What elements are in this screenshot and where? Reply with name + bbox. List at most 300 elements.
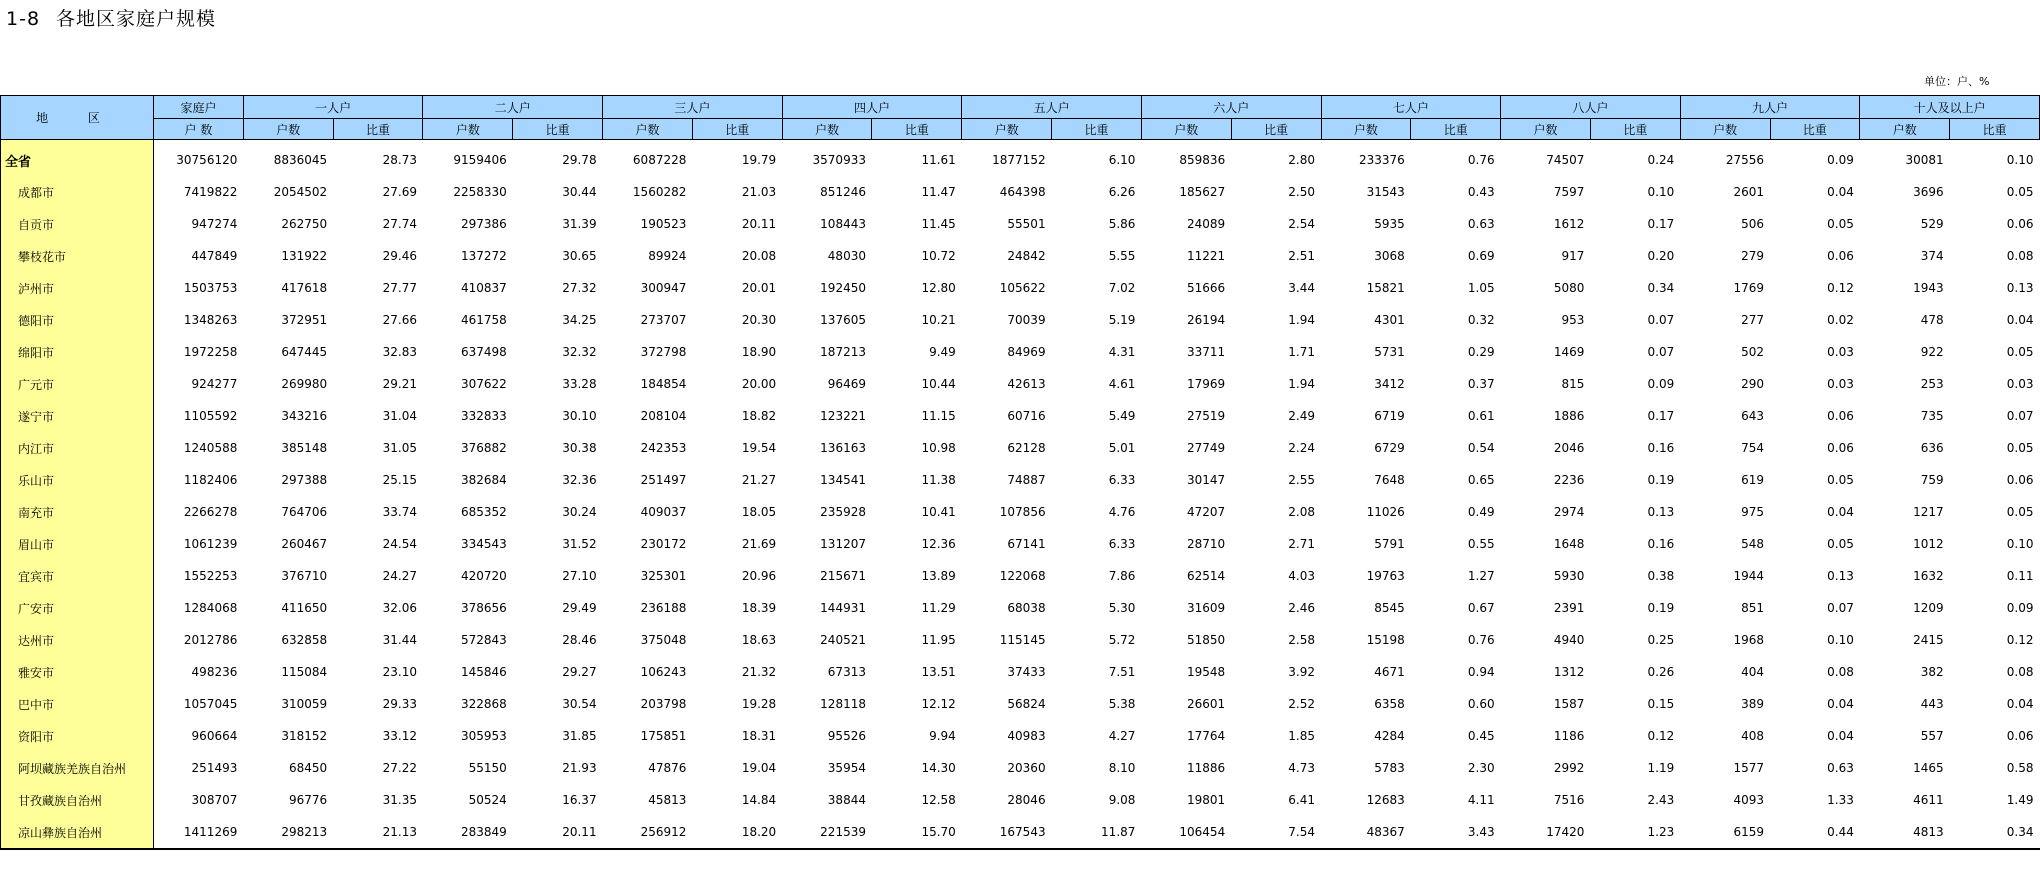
count-cell-eight: 1587	[1553, 697, 1585, 711]
ratio-cell-one: 27.66	[382, 313, 417, 327]
ratio-cell-ten-plus: 0.12	[2006, 633, 2034, 647]
ratio-cell-three: 19.04	[741, 761, 777, 775]
ratio-cell-four: 11.29	[921, 601, 956, 615]
count-cell-two: 410837	[460, 281, 507, 295]
region-cell: 绵阳市	[1, 336, 154, 368]
ratio-cell-two: 30.65	[562, 249, 597, 263]
total-households-cell: 1105592	[183, 409, 238, 423]
count-cell-three: 242353	[640, 441, 687, 455]
region-cell: 自贡市	[1, 208, 154, 240]
ratio-cell-three: 18.05	[741, 505, 777, 519]
total-households-cell: 1061239	[183, 537, 238, 551]
count-cell-six: 30147	[1187, 473, 1226, 487]
count-cell-two: 332833	[460, 409, 507, 423]
ratio-cell-six: 4.03	[1288, 569, 1316, 583]
ratio-cell-ten-plus: 0.10	[2006, 153, 2034, 167]
ratio-cell-ten-plus: 0.03	[2006, 377, 2034, 391]
total-households-cell: 498236	[191, 665, 238, 679]
count-cell-seven: 31543	[1366, 185, 1405, 199]
ratio-cell-ten-plus: 0.05	[2006, 185, 2034, 199]
count-cell-seven: 4301	[1374, 313, 1405, 327]
count-cell-five: 42613	[1007, 377, 1046, 391]
header-count-five: 户数	[962, 119, 1052, 140]
count-cell-three: 236188	[640, 601, 687, 615]
count-cell-one: 417618	[281, 281, 328, 295]
region-cell: 成都市	[1, 176, 154, 208]
count-cell-seven: 6719	[1374, 409, 1405, 423]
table-row	[1, 240, 2040, 272]
count-cell-six: 24089	[1187, 217, 1226, 231]
count-cell-six: 859836	[1179, 153, 1226, 167]
count-cell-seven: 15821	[1366, 281, 1405, 295]
count-cell-four: 48030	[827, 249, 866, 263]
region-cell: 南充市	[1, 496, 154, 528]
ratio-cell-ten-plus: 0.07	[2006, 409, 2034, 423]
count-cell-ten-plus: 922	[1920, 345, 1944, 359]
count-cell-eight: 2236	[1553, 473, 1585, 487]
ratio-cell-five: 5.38	[1108, 697, 1136, 711]
ratio-cell-ten-plus: 0.09	[2006, 601, 2034, 615]
ratio-cell-five: 4.76	[1108, 505, 1136, 519]
ratio-cell-six: 2.80	[1288, 153, 1316, 167]
region-cell: 广安市	[1, 592, 154, 624]
count-cell-eight: 1886	[1553, 409, 1585, 423]
count-cell-six: 33711	[1187, 345, 1226, 359]
total-households-cell: 251493	[191, 761, 238, 775]
ratio-cell-seven: 0.94	[1467, 665, 1495, 679]
ratio-cell-five: 6.26	[1108, 185, 1136, 199]
table-title: 各地区家庭户规模	[56, 8, 217, 30]
count-cell-one: 96776	[288, 793, 328, 807]
count-cell-seven: 6729	[1374, 441, 1405, 455]
header-count-ten-plus: 户数	[1860, 119, 1950, 140]
count-cell-six: 17764	[1187, 729, 1226, 743]
count-cell-six: 62514	[1187, 569, 1226, 583]
total-households-cell: 947274	[191, 217, 238, 231]
header-ratio-four: 比重	[872, 119, 962, 140]
count-cell-one: 269980	[281, 377, 328, 391]
count-cell-ten-plus: 1632	[1913, 569, 1944, 583]
ratio-cell-eight: 0.17	[1647, 217, 1675, 231]
ratio-cell-three: 21.27	[741, 473, 777, 487]
ratio-cell-six: 2.46	[1288, 601, 1316, 615]
region-cell: 内江市	[1, 432, 154, 464]
count-cell-one: 2054502	[273, 185, 328, 199]
region-cell: 资阳市	[1, 720, 154, 752]
ratio-cell-ten-plus: 0.58	[2006, 761, 2034, 775]
count-cell-eight: 2992	[1553, 761, 1585, 775]
header-group-eight: 八人户	[1501, 96, 1681, 119]
count-cell-five: 105622	[999, 281, 1046, 295]
count-cell-seven: 5783	[1374, 761, 1405, 775]
count-cell-four: 35954	[827, 761, 866, 775]
ratio-cell-eight: 0.07	[1647, 313, 1675, 327]
count-cell-six: 27519	[1187, 409, 1226, 423]
count-cell-ten-plus: 4611	[1913, 793, 1944, 807]
ratio-cell-six: 2.50	[1288, 185, 1316, 199]
ratio-cell-ten-plus: 0.06	[2006, 217, 2034, 231]
table-row	[1, 496, 2040, 528]
ratio-cell-seven: 0.43	[1467, 185, 1495, 199]
ratio-cell-eight: 0.15	[1647, 697, 1675, 711]
count-cell-three: 251497	[640, 473, 687, 487]
header-ratio-three: 比重	[692, 119, 782, 140]
ratio-cell-two: 30.44	[562, 185, 597, 199]
ratio-cell-four: 10.21	[921, 313, 956, 327]
ratio-cell-nine: 1.33	[1827, 793, 1854, 807]
count-cell-four: 192450	[820, 281, 866, 295]
ratio-cell-ten-plus: 0.06	[2006, 473, 2034, 487]
ratio-cell-two: 34.25	[562, 313, 597, 327]
ratio-cell-one: 33.74	[382, 505, 417, 519]
ratio-cell-eight: 0.34	[1647, 281, 1675, 295]
count-cell-six: 185627	[1179, 185, 1226, 199]
count-cell-two: 685352	[460, 505, 507, 519]
ratio-cell-two: 28.46	[562, 633, 597, 647]
count-cell-eight: 917	[1561, 249, 1585, 263]
table-row	[1, 368, 2040, 400]
table-row	[1, 720, 2040, 752]
header-ratio-ten-plus: 比重	[1950, 119, 2040, 140]
count-cell-eight: 5930	[1553, 569, 1585, 583]
count-cell-nine: 408	[1741, 729, 1765, 743]
ratio-cell-one: 31.05	[382, 441, 417, 455]
ratio-cell-two: 33.28	[562, 377, 597, 391]
table-row	[1, 592, 2040, 624]
region-cell: 泸州市	[1, 272, 154, 304]
count-cell-five: 68038	[1007, 601, 1046, 615]
count-cell-four: 187213	[820, 345, 866, 359]
count-cell-one: 318152	[281, 729, 328, 743]
ratio-cell-ten-plus: 0.08	[2006, 249, 2034, 263]
ratio-cell-nine: 0.44	[1770, 816, 1860, 849]
count-cell-five: 56824	[1007, 697, 1046, 711]
count-cell-three: 256912	[603, 816, 693, 849]
ratio-cell-seven: 0.76	[1467, 633, 1495, 647]
ratio-cell-seven: 0.37	[1467, 377, 1495, 391]
ratio-cell-one: 24.27	[382, 569, 417, 583]
ratio-cell-two: 32.32	[562, 345, 597, 359]
count-cell-one: 262750	[281, 217, 328, 231]
ratio-cell-four: 9.49	[929, 345, 956, 359]
ratio-cell-one: 29.21	[382, 377, 417, 391]
ratio-cell-nine: 0.04	[1827, 697, 1854, 711]
count-cell-ten-plus: 1209	[1913, 601, 1944, 615]
count-cell-eight: 5080	[1553, 281, 1585, 295]
count-cell-one: 343216	[281, 409, 328, 423]
ratio-cell-six: 6.41	[1288, 793, 1316, 807]
table-row	[1, 656, 2040, 688]
ratio-cell-three: 20.00	[741, 377, 777, 391]
ratio-cell-seven: 2.30	[1467, 761, 1495, 775]
ratio-cell-ten-plus: 0.08	[2006, 665, 2034, 679]
count-cell-seven: 8545	[1374, 601, 1405, 615]
header-group-six: 六人户	[1141, 96, 1321, 119]
table-row	[1, 208, 2040, 240]
count-cell-six: 11886	[1187, 761, 1226, 775]
region-cell: 遂宁市	[1, 400, 154, 432]
count-cell-seven: 5791	[1374, 537, 1405, 551]
ratio-cell-seven: 1.05	[1467, 281, 1495, 295]
header-group-one: 一人户	[243, 96, 423, 119]
region-cell: 巴中市	[1, 688, 154, 720]
count-cell-ten-plus: 1217	[1913, 505, 1944, 519]
count-cell-three: 325301	[640, 569, 687, 583]
total-households-cell: 2012786	[183, 633, 238, 647]
total-households-cell: 1240588	[183, 441, 238, 455]
count-cell-six: 51666	[1187, 281, 1226, 295]
ratio-cell-eight: 0.16	[1647, 441, 1675, 455]
count-cell-five: 115145	[999, 633, 1046, 647]
region-cell: 阿坝藏族羌族自治州	[1, 752, 154, 784]
count-cell-one: 115084	[281, 665, 328, 679]
ratio-cell-one: 28.73	[382, 153, 417, 167]
count-cell-two: 50524	[468, 793, 507, 807]
ratio-cell-eight: 0.10	[1647, 185, 1675, 199]
header-group-five: 五人户	[962, 96, 1142, 119]
ratio-cell-four: 11.15	[921, 409, 956, 423]
count-cell-two: 376882	[460, 441, 507, 455]
count-cell-one: 385148	[281, 441, 328, 455]
count-cell-two: 572843	[460, 633, 507, 647]
count-cell-four: 131207	[820, 537, 866, 551]
ratio-cell-three: 20.96	[741, 569, 777, 583]
count-cell-four: 137605	[820, 313, 866, 327]
header-ratio-nine: 比重	[1770, 119, 1860, 140]
count-cell-ten-plus: 636	[1920, 441, 1944, 455]
header-group-nine: 九人户	[1680, 96, 1860, 119]
table-row	[1, 176, 2040, 208]
total-households-cell: 1972258	[183, 345, 238, 359]
region-cell: 凉山彝族自治州	[1, 816, 154, 849]
ratio-cell-five: 8.10	[1108, 761, 1136, 775]
ratio-cell-seven: 0.54	[1467, 441, 1495, 455]
ratio-cell-nine: 0.04	[1827, 729, 1854, 743]
ratio-cell-ten-plus: 0.11	[2006, 569, 2034, 583]
header-count-nine: 户数	[1680, 119, 1770, 140]
ratio-cell-three: 18.82	[741, 409, 777, 423]
ratio-cell-eight: 0.07	[1647, 345, 1675, 359]
count-cell-six: 11221	[1187, 249, 1226, 263]
ratio-cell-four: 11.47	[921, 185, 956, 199]
unit-note: 单位：户、%	[1924, 75, 1990, 88]
ratio-cell-five: 5.01	[1108, 441, 1136, 455]
ratio-cell-ten-plus: 1.49	[2006, 793, 2034, 807]
count-cell-seven: 11026	[1366, 505, 1405, 519]
count-cell-five: 464398	[999, 185, 1046, 199]
count-cell-six: 106454	[1141, 816, 1231, 849]
ratio-cell-six: 3.44	[1288, 281, 1316, 295]
ratio-cell-six: 1.71	[1288, 345, 1316, 359]
count-cell-ten-plus: 1943	[1913, 281, 1944, 295]
ratio-cell-seven: 0.29	[1467, 345, 1495, 359]
count-cell-eight: 1648	[1553, 537, 1585, 551]
ratio-cell-one: 31.35	[382, 793, 417, 807]
ratio-cell-four: 9.94	[929, 729, 956, 743]
region-cell: 眉山市	[1, 528, 154, 560]
ratio-cell-nine: 0.02	[1827, 313, 1854, 327]
ratio-cell-four: 12.36	[921, 537, 956, 551]
region-cell: 甘孜藏族自治州	[1, 784, 154, 816]
header-group-ten-plus: 十人及以上户	[1860, 96, 2040, 119]
ratio-cell-three: 18.63	[741, 633, 777, 647]
ratio-cell-eight: 0.13	[1647, 505, 1675, 519]
ratio-cell-seven: 0.60	[1467, 697, 1495, 711]
header-ratio-five: 比重	[1052, 119, 1142, 140]
count-cell-eight: 1186	[1553, 729, 1585, 743]
count-cell-one: 260467	[281, 537, 328, 551]
table-row	[1, 140, 2040, 177]
ratio-cell-six: 7.54	[1231, 816, 1321, 849]
ratio-cell-four: 11.61	[921, 153, 956, 167]
ratio-cell-three: 20.30	[741, 313, 777, 327]
count-cell-five: 55501	[1007, 217, 1046, 231]
ratio-cell-three: 18.39	[741, 601, 777, 615]
count-cell-four: 221539	[782, 816, 872, 849]
count-cell-one: 310059	[281, 697, 328, 711]
ratio-cell-four: 10.44	[921, 377, 956, 391]
count-cell-nine: 1769	[1733, 281, 1765, 295]
count-cell-one: 8836045	[273, 153, 328, 167]
count-cell-eight: 7597	[1553, 185, 1585, 199]
count-cell-nine: 619	[1741, 473, 1765, 487]
ratio-cell-ten-plus: 0.13	[2006, 281, 2034, 295]
header-count-four: 户数	[782, 119, 872, 140]
count-cell-five: 1877152	[992, 153, 1046, 167]
count-cell-seven: 3412	[1374, 377, 1405, 391]
ratio-cell-seven: 0.55	[1467, 537, 1495, 551]
count-cell-ten-plus: 30081	[1905, 153, 1944, 167]
count-cell-nine: 277	[1741, 313, 1765, 327]
ratio-cell-six: 2.51	[1288, 249, 1316, 263]
count-cell-five: 167543	[962, 816, 1052, 849]
ratio-cell-seven: 1.27	[1467, 569, 1495, 583]
ratio-cell-nine: 0.12	[1827, 281, 1854, 295]
ratio-cell-three: 20.08	[741, 249, 777, 263]
ratio-cell-eight: 0.12	[1647, 729, 1675, 743]
count-cell-one: 297388	[281, 473, 328, 487]
ratio-cell-five: 6.33	[1108, 537, 1136, 551]
ratio-cell-nine: 0.09	[1827, 153, 1854, 167]
count-cell-three: 6087228	[632, 153, 687, 167]
ratio-cell-two: 29.78	[562, 153, 597, 167]
ratio-cell-three: 21.69	[741, 537, 777, 551]
ratio-cell-one: 27.22	[382, 761, 417, 775]
ratio-cell-nine: 0.05	[1827, 217, 1854, 231]
count-cell-six: 28710	[1187, 537, 1226, 551]
count-cell-ten-plus: 443	[1920, 697, 1944, 711]
ratio-cell-eight: 1.23	[1590, 816, 1680, 849]
total-households-cell: 1503753	[183, 281, 238, 295]
count-cell-two: 382684	[460, 473, 507, 487]
ratio-cell-six: 2.55	[1288, 473, 1316, 487]
ratio-cell-two: 30.10	[562, 409, 597, 423]
count-cell-two: 307622	[460, 377, 507, 391]
ratio-cell-four: 10.98	[921, 441, 956, 455]
count-cell-six: 27749	[1187, 441, 1226, 455]
header-count-two: 户数	[423, 119, 513, 140]
total-households-cell: 308707	[191, 793, 238, 807]
count-cell-one: 298213	[243, 816, 333, 849]
count-cell-seven: 233376	[1359, 153, 1405, 167]
ratio-cell-eight: 0.19	[1647, 473, 1675, 487]
ratio-cell-three: 19.54	[741, 441, 777, 455]
ratio-cell-two: 29.27	[562, 665, 597, 679]
count-cell-four: 96469	[827, 377, 866, 391]
ratio-cell-seven: 0.32	[1467, 313, 1495, 327]
ratio-cell-four: 12.80	[921, 281, 956, 295]
page-title	[6, 4, 216, 31]
count-cell-two: 9159406	[453, 153, 507, 167]
ratio-cell-one: 33.12	[382, 729, 417, 743]
ratio-cell-nine: 0.05	[1827, 537, 1854, 551]
region-cell: 攀枝花市	[1, 240, 154, 272]
count-cell-nine: 4093	[1733, 793, 1765, 807]
header-region: 地 区	[1, 96, 154, 140]
ratio-cell-nine: 0.05	[1827, 473, 1854, 487]
count-cell-seven: 6358	[1374, 697, 1405, 711]
count-cell-ten-plus: 253	[1920, 377, 1944, 391]
count-cell-nine: 279	[1741, 249, 1765, 263]
ratio-cell-three: 18.20	[692, 816, 782, 849]
count-cell-two: 461758	[460, 313, 507, 327]
ratio-cell-four: 10.41	[921, 505, 956, 519]
total-households-cell: 2266278	[183, 505, 238, 519]
header-count-one: 户数	[243, 119, 333, 140]
count-cell-nine: 6159	[1680, 816, 1770, 849]
ratio-cell-eight: 0.17	[1647, 409, 1675, 423]
count-cell-two: 283849	[423, 816, 513, 849]
count-cell-ten-plus: 374	[1920, 249, 1944, 263]
ratio-cell-nine: 0.03	[1827, 345, 1854, 359]
ratio-cell-ten-plus: 0.10	[2006, 537, 2034, 551]
ratio-cell-six: 2.24	[1288, 441, 1316, 455]
header-households: 家庭户	[154, 96, 244, 119]
count-cell-three: 190523	[640, 217, 687, 231]
count-cell-six: 31609	[1187, 601, 1226, 615]
count-cell-four: 108443	[820, 217, 866, 231]
header-count-six: 户数	[1141, 119, 1231, 140]
ratio-cell-nine: 0.08	[1827, 665, 1854, 679]
ratio-cell-eight: 1.19	[1647, 761, 1675, 775]
header-ratio-six: 比重	[1231, 119, 1321, 140]
total-households-cell: 7419822	[183, 185, 238, 199]
table-row	[1, 816, 2040, 849]
ratio-cell-eight: 2.43	[1647, 793, 1675, 807]
ratio-cell-two: 16.37	[562, 793, 597, 807]
ratio-cell-eight: 0.26	[1647, 665, 1675, 679]
ratio-cell-eight: 0.16	[1647, 537, 1675, 551]
count-cell-one: 647445	[281, 345, 328, 359]
count-cell-three: 300947	[640, 281, 687, 295]
ratio-cell-nine: 0.63	[1827, 761, 1854, 775]
count-cell-six: 47207	[1187, 505, 1226, 519]
total-households-cell: 1552253	[183, 569, 238, 583]
count-cell-two: 378656	[460, 601, 507, 615]
header-group-seven: 七人户	[1321, 96, 1501, 119]
table-row	[1, 304, 2040, 336]
count-cell-nine: 548	[1741, 537, 1765, 551]
table-row	[1, 464, 2040, 496]
count-cell-five: 107856	[999, 505, 1046, 519]
ratio-cell-two: 27.10	[562, 569, 597, 583]
count-cell-nine: 506	[1741, 217, 1765, 231]
ratio-cell-eight: 0.19	[1647, 601, 1675, 615]
total-households-cell: 924277	[191, 377, 238, 391]
ratio-cell-three: 18.31	[741, 729, 777, 743]
count-cell-seven: 19763	[1366, 569, 1405, 583]
count-cell-nine: 404	[1741, 665, 1765, 679]
